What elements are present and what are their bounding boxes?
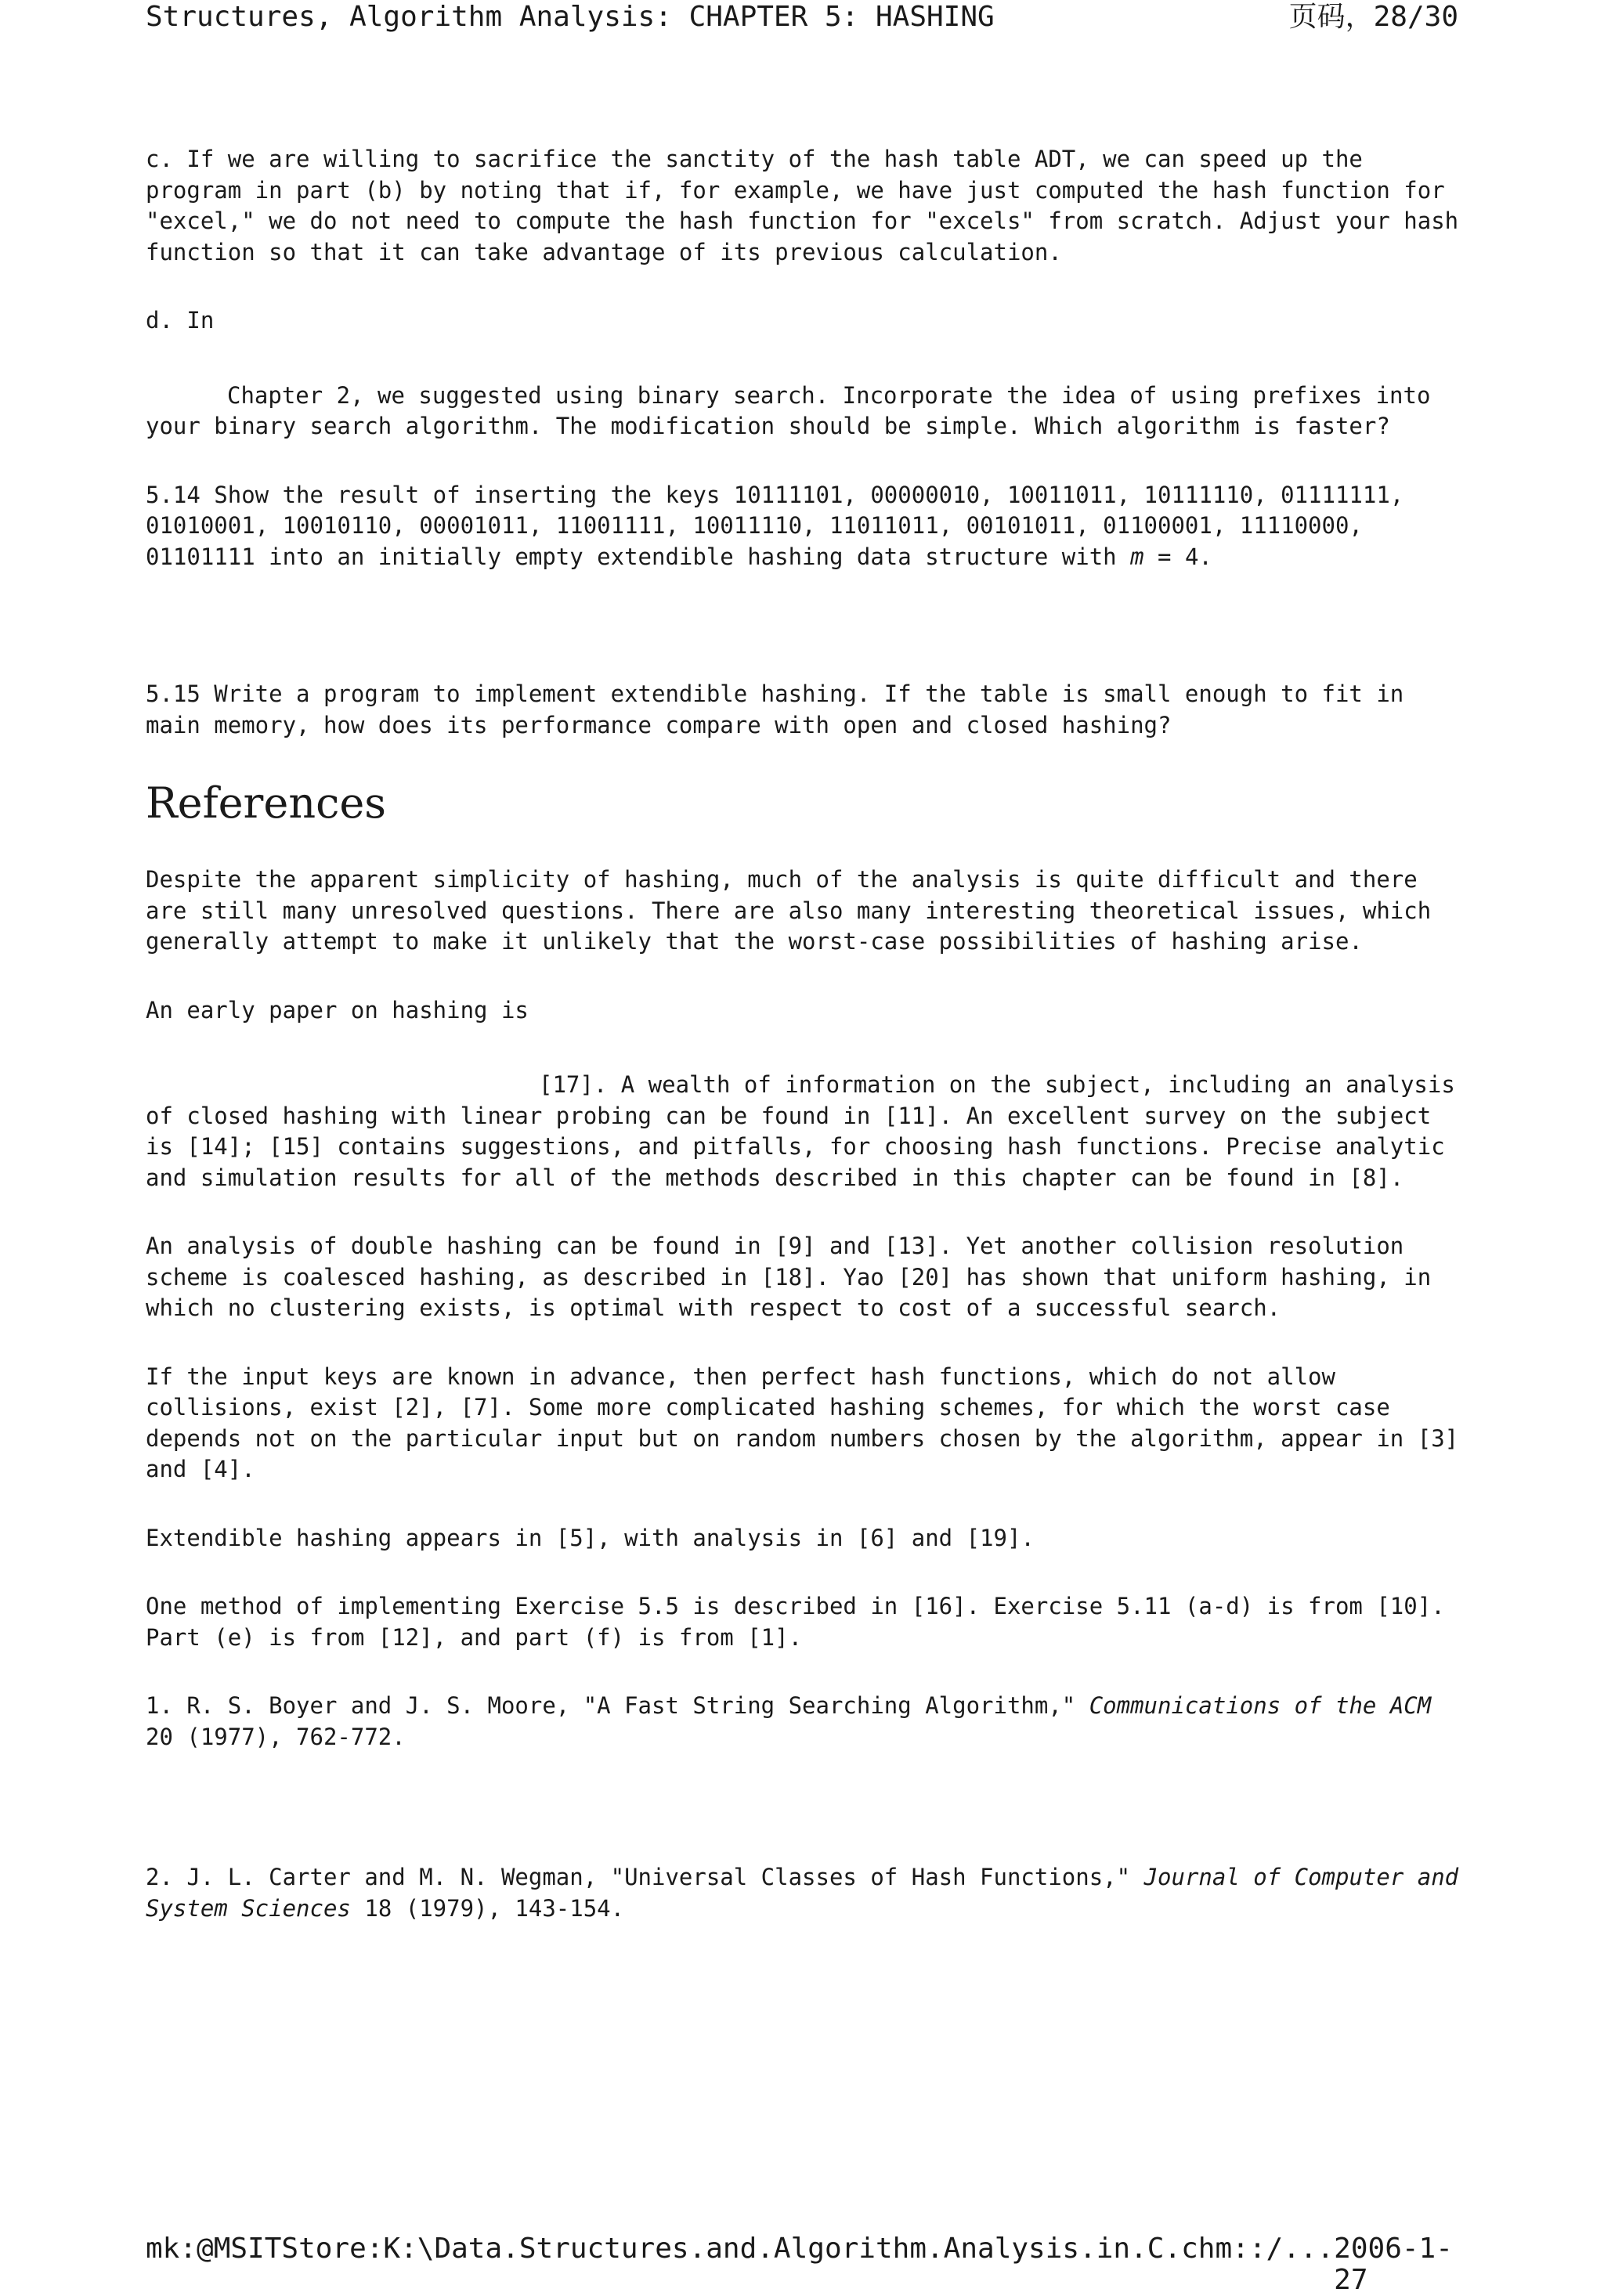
variable-m: m bbox=[1130, 543, 1144, 570]
references-heading: References bbox=[146, 778, 387, 828]
reference-2-details: 18 (1979), 143-154. bbox=[350, 1894, 625, 1922]
spacer bbox=[146, 1753, 1460, 1862]
reference-1-journal: Communications of the ACM bbox=[1089, 1692, 1432, 1719]
exercise-5-14-text: 5.14 Show the result of inserting the keys 10111101, 00000010, 10011011, 10111110, 01111111, 01010001, 10010110, 00001011, 11001111, 10011110, 11011011, 00101011, 01100001, 11110000, 01101111 into an initially empty extendible hashing data structure with bbox=[146, 481, 1404, 570]
reference-1-authors: 1. R. S. Boyer and J. S. Moore, "A Fast String Searching Algorithm," bbox=[146, 1692, 1076, 1719]
exercise-d-paragraph bbox=[146, 381, 1460, 442]
wealth-text: [17]. A wealth of information on the subject, including an analysis of closed hashing with linear probing can be found in [11]. An excellent survey on the subject is [14]; [15] contains suggestions, and pitfalls, for choosing hash functions. Precise analytic and simulation results for all of the methods described in this chapter can be found in [8]. bbox=[146, 1071, 1455, 1191]
early-paper-line: An early paper on hashing is bbox=[146, 996, 529, 1023]
header-page-number: 页码，28/30 bbox=[1288, 1, 1458, 33]
footer-date: 2006-1-27 bbox=[1334, 2233, 1453, 2296]
header-title: Structures, Algorithm Analysis: CHAPTER 5: HASHING bbox=[146, 1, 995, 33]
reference-1-details: 20 (1977), 762-772. bbox=[146, 1723, 406, 1750]
extendible-hashing-paragraph: Extendible hashing appears in [5], with analysis in [6] and [19]. bbox=[146, 1524, 1035, 1551]
exercise-d-start: d. In bbox=[146, 307, 215, 334]
document-body bbox=[146, 144, 1460, 1962]
spacer bbox=[146, 610, 1460, 679]
references-intro-paragraph: Despite the apparent simplicity of hashing, much of the analysis is quite difficult and there are still many unresolved questions. There are also many interesting theoretical issues, which generally attempt to make it unlikely that the worst-case possibilities of hashing arise. bbox=[146, 866, 1432, 955]
reference-2 bbox=[146, 1862, 1460, 1924]
one-method-paragraph: One method of implementing Exercise 5.5 is described in [16]. Exercise 5.11 (a-d) is from [10]. Part (e) is from [12], and part (f) is from [1]. bbox=[146, 1593, 1445, 1651]
page-footer bbox=[146, 2233, 1458, 2296]
exercise-c-paragraph: c. If we are willing to sacrifice the sanctity of the hash table ADT, we can speed up the program in part (b) by noting that if, for example, we have just computed the hash function for "excel," we do not need to compute the hash function for "excels" from scratch. Adjust your hash function so that it can take advantage of its previous calculation. bbox=[146, 146, 1459, 265]
spacer bbox=[146, 1026, 1460, 1070]
exercise-5-14-end: = 4. bbox=[1143, 543, 1212, 570]
exercise-d-text: Chapter 2, we suggested using binary search. Incorporate the idea of using prefixes into your binary search algorithm. The modification should be simple. Which algorithm is faster? bbox=[146, 381, 1431, 439]
reference-2-journal: Journal of Computer and System Sciences bbox=[146, 1864, 1459, 1922]
reference-2-authors: 2. J. L. Carter and M. N. Wegman, "Universal Classes of Hash Functions," bbox=[146, 1864, 1131, 1890]
wealth-paragraph bbox=[146, 1070, 1460, 1193]
spacer bbox=[146, 337, 1460, 381]
perfect-hash-paragraph: If the input keys are known in advance, then perfect hash functions, which do not allow collisions, exist [2], [7]. Some more complicated hashing schemes, for which the worst case depends not on the particular input but on random numbers chosen by the algorithm, appear in [3] and [4]. bbox=[146, 1363, 1459, 1482]
exercise-5-15-paragraph: 5.15 Write a program to implement extendible hashing. If the table is small enough to fit in main memory, how does its performance compare with open and closed hashing? bbox=[146, 680, 1404, 738]
page-header bbox=[146, 0, 1458, 38]
reference-1 bbox=[146, 1691, 1460, 1753]
exercise-5-14-paragraph bbox=[146, 480, 1460, 573]
double-hashing-paragraph: An analysis of double hashing can be found in [9] and [13]. Yet another collision resolution scheme is coalesced hashing, as described in [18]. Yao [20] has shown that uniform hashing, in which no clustering exists, is optimal with respect to cost of a successful search. bbox=[146, 1233, 1432, 1321]
footer-path: mk:@MSITStore:K:\Data.Structures.and.Algorithm.Analysis.in.C.chm::/... bbox=[146, 2233, 1335, 2265]
